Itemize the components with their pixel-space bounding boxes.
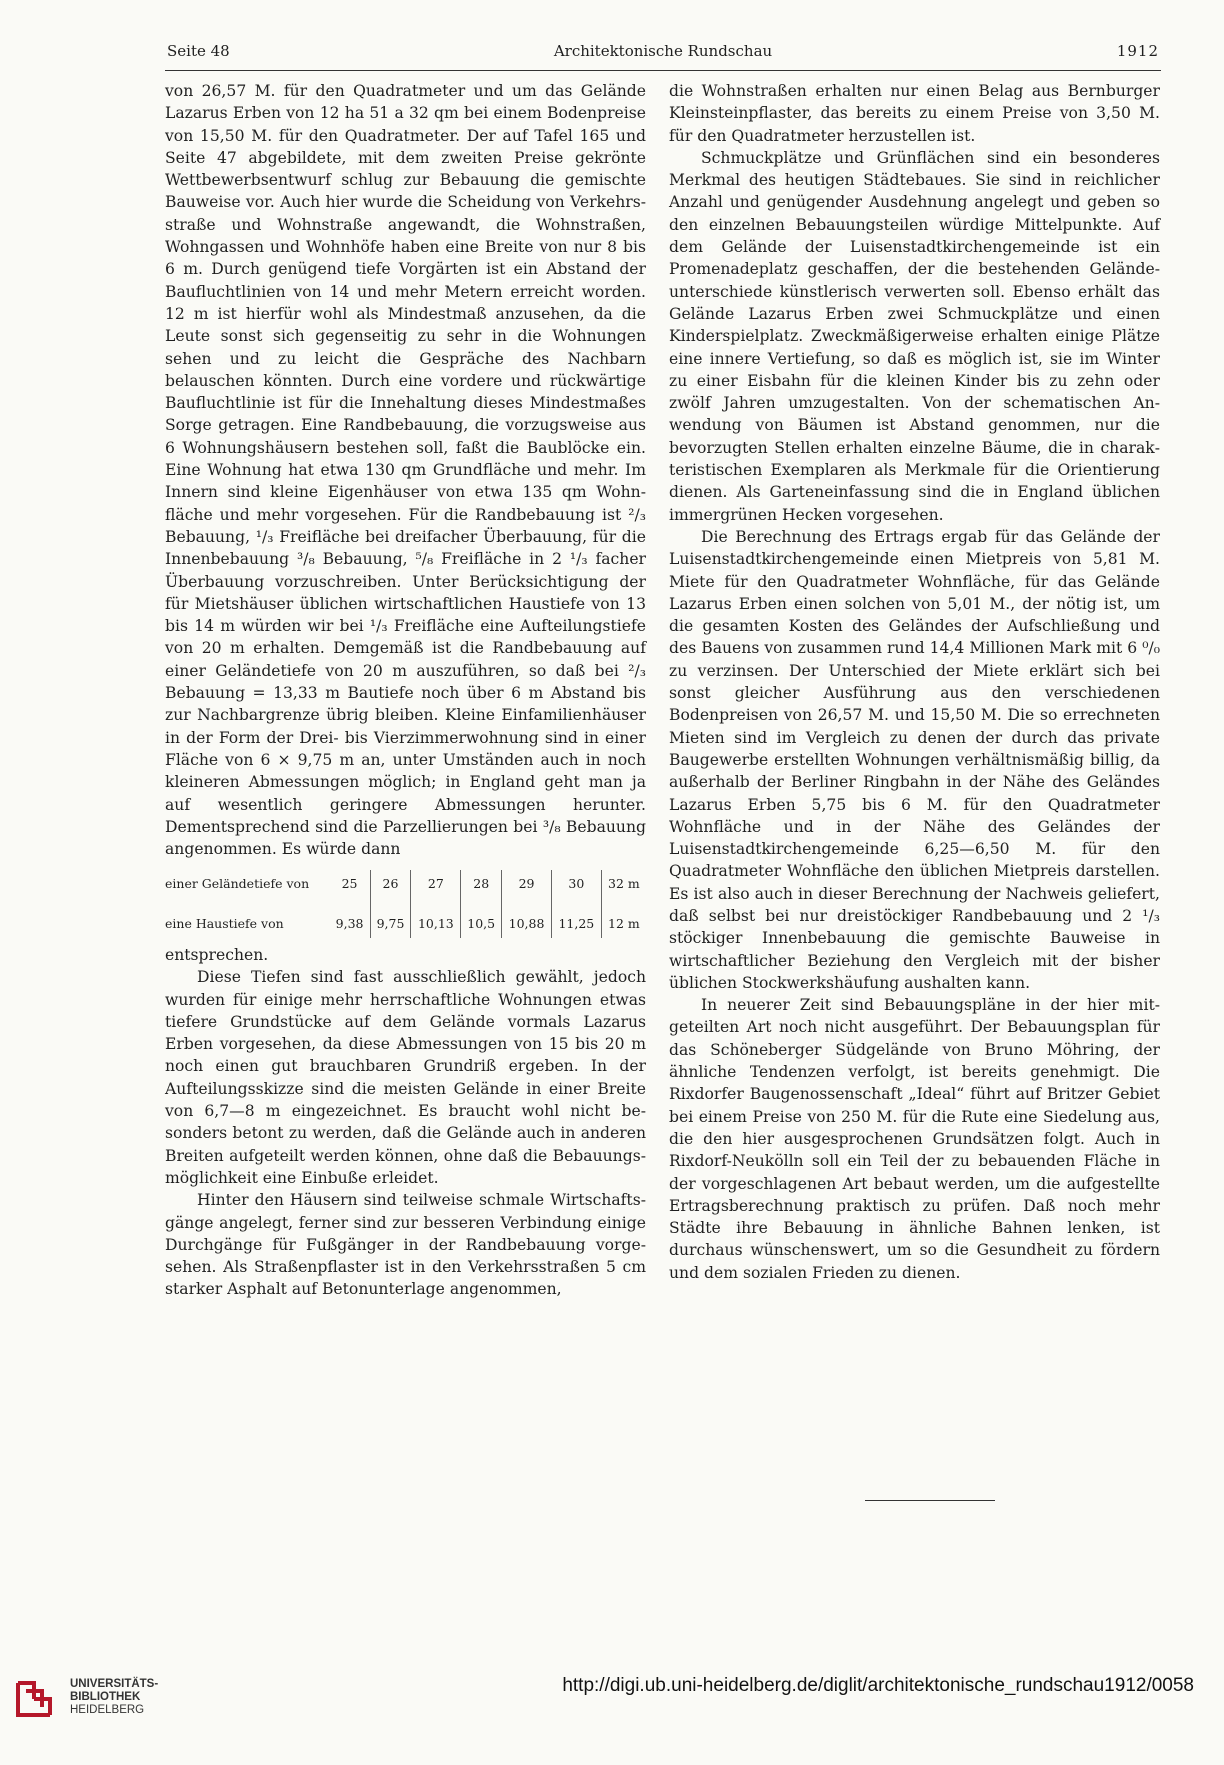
header-rule — [165, 70, 1161, 71]
library-name-line: UNIVERSITÄTS- — [70, 1678, 159, 1690]
table-cell: 12 m — [601, 899, 646, 938]
table-cell: 27 — [411, 870, 461, 898]
library-name-line: HEIDELBERG — [70, 1704, 145, 1716]
paragraph: Diese Tiefen sind fast ausschließlich gewählt, jedoch wurden für einige mehr herrschaftliche Wohnungen etwas tiefere Grundstücke auf dem Gelände vormals Lazarus Erben vorgesehen, da diese Abmessungen von 15 bis 20 m noch einen gut brauchbaren Grundriß ergeben. In der Aufteilungsskizze sind die meisten Gelände in einer Breite von 6,7—8 m eingezeichnet. Es braucht wohl nicht besonders betont zu werden, daß die Gelände auch in anderen Breiten aufgeteilt werden können, ohne daß die Bebauungsmöglichkeit eine Einbuße erleidet. — [165, 968, 646, 1187]
table-cell: 10,88 — [502, 899, 552, 938]
paragraph: In neuerer Zeit sind Bebauungspläne in der hier mitgeteilten Art noch nicht ausgeführt. Der Bebauungsplan für das Schöneberger Südgelände von Bruno Möhring, der ähnliche Tendenzen verfolgt, ist bereits genehmigt. Die Rixdorfer Baugenossenschaft „Ideal“ führt auf Britzer Gebiet bei einem Preise von 250 M. für die Rute eine Siedelung aus, die den hier ausgesprochenen Grundsätzen folgt. Auch in Rixdorf-Neukölln soll ein Teil der zu bebauenden Fläche in der vorgeschlagenen Art bebaut werden, um die aufgestellte Ertragsberechnung praktisch zu prüfen. Daß noch mehr Städte ihre Bebauung in ähnliche Bahnen lenken, ist durchaus wünschenswert, um so die Gesundheit zu fördern und dem sozialen Frieden zu dienen. — [669, 996, 1160, 1282]
paragraph: die Wohnstraßen erhalten nur einen Belag aus Bernburger Kleinsteinpflaster, das bereits zu einem Preise von 3,50 M. für den Quadratmeter herzustellen ist. — [669, 82, 1160, 145]
source-url-link[interactable]: http://digi.ub.uni-heidelberg.de/diglit/architektonische_rundschau1912/0058 — [562, 1675, 1194, 1696]
paragraph: Schmuckplätze und Grünflächen sind ein besonderes Merkmal des heutigen Städtebaues. Sie sind in reichlicher Anzahl und genügender Ausdehnung angelegt und geben so den einzelnen Bebauungsteilen würdige Mittelpunkte. Auf dem Gelände der Luisenstadtkirchengemeinde ist ein Promenadeplatz geschaffen, der die bestehenden Geländeunterschiede künstlerisch verwerten soll. Ebenso erhält das Gelände Lazarus Erben zwei Schmuckplätze und einen Kinderspielplatz. Zweckmäßigerweise erhalten einige Plätze eine innere Vertiefung, so daß es möglich ist, sie im Winter zu einer Eisbahn für die kleinen Kinder bis zu zehn oder zwölf Jahren umzugestalten. Von der schematischen Anwendung von Bäumen ist Abstand genommen, nur die bevorzugten Stellen erhalten einzelne Bäume, die in charakteristischen Exemplaren als Merkmale für die Orientierung dienen. Als Garteneinfassung sind die in England üblichen immergrünen Hecken vorgesehen. — [669, 148, 1160, 524]
paragraph: entsprechen. — [165, 945, 269, 964]
table-cell: 32 m — [601, 870, 646, 898]
table-cell: 26 — [370, 870, 411, 898]
table-cell: 11,25 — [551, 899, 601, 938]
table-row — [165, 899, 646, 938]
paragraph: Hinter den Häusern sind teilweise schmale Wirtschaftsgänge angelegt, ferner sind zur besseren Verbindung einige Durchgänge für Fußgänger in der Randbebauung vorgesehen. Als Straßenpflaster ist in den Verkehrsstraßen 5 cm starker Asphalt auf Betonunterlage angenommen, — [165, 1191, 646, 1299]
library-name — [70, 1678, 158, 1717]
table-cell: 30 — [551, 870, 601, 898]
paragraph: von 26,57 M. für den Quadratmeter und um das Gelände Lazarus Erben von 12 ha 51 a 32 qm bei einem Bodenpreise von 15,50 M. für den Quadratmeter. Der auf Tafel 165 und Seite 47 abgebildete, mit dem zweiten Preise gekrönte Wettbewerbsentwurf schlug zur Bebauung die gemischte Bauweise vor. Auch hier wurde die Scheidung von Verkehrsstraße und Wohnstraße angewandt, die Wohnstraßen, Wohngassen und Wohnhöfe haben eine Breite von nur 8 bis 6 m. Durch genügend tiefe Vorgärten ist ein Abstand der Baufluchtlinien von 14 und mehr Metern erreicht worden. 12 m ist hierfür wohl als Mindestmaß anzusehen, da die Leute sonst sich gegenseitig zu sehr in die Wohnungen sehen und zu leicht die Gespräche des Nachbarn belauschen könnten. Durch eine vordere und rückwärtige Baufluchtlinie ist für die Innehaltung dieses Mindestmaßes Sorge getragen. Eine Randbebauung, die vorzugsweise aus 6 Wohnungshäusern bestehen soll, faßt die Baublöcke ein. Eine Wohnung hat etwa 130 qm Grundfläche und mehr. Im Innern sind kleine Eigenhäuser von etwa 135 qm Wohnfläche und mehr vorgesehen. Für die Randbebauung ist ²/₃ Bebauung, ¹/₃ Freifläche bei dreifacher Überbauung, für die Innenbebauung ³/₈ Bebauung, ⁵/₈ Freifläche in 2 ¹/₃ facher Überbauung vorzuschreiben. Unter Berücksichtigung der für Mietshäuser üblichen wirtschaftlichen Haustiefe von 13 bis 14 m würden wir bei ¹/₃ Freifläche eine Aufteilungstiefe von 20 m erhalten. Demgemäß ist die Randbebauung auf einer Geländetiefe von 20 m auszuführen, so daß bei ²/₃ Bebauung = 13,33 m Bautiefe noch über 6 m Abstand bis zur Nachbargrenze übrig bleiben. Kleine Einfamilienhäuser in der Form der Drei- bis Vierzimmerwohnung sind in einer Fläche von 6 × 9,75 m an, unter Umständen auch in noch kleineren Abmessungen möglich; in England geht man ja auf wesentlich geringere Abmessungen herunter. Dementsprechend sind die Parzellierungen bei ³/₈ Bebauung angenommen. Es würde dann — [165, 82, 646, 859]
table-cell: 10,5 — [461, 899, 502, 938]
year: 1912 — [1116, 42, 1159, 60]
right-column — [669, 80, 1160, 1284]
table-cell: 29 — [502, 870, 552, 898]
table-row-label: eine Haustiefe von — [165, 915, 284, 931]
footer — [0, 1645, 1224, 1765]
depth-table — [165, 870, 646, 938]
paragraph: Die Berechnung des Ertrags ergab für das Gelände der Luisenstadtkirchengemeinde einen Mietpreis von 5,81 M. Miete für den Quadratmeter Wohnfläche, für das Gelände Lazarus Erben einen solchen von 5,01 M., der nötig ist, um die gesamten Kosten des Geländes der Aufschließung und des Bauens von zusammen rund 14,4 Millionen Mark mit 6 ⁰/₀ zu verzinsen. Der Unterschied der Miete erklärt sich bei sonst gleicher Ausführung aus den verschiedenen Bodenpreisen von 26,57 M. und 15,50 M. Die so errechneten Mieten sind im Vergleich zu denen der durch das private Baugewerbe erstellten Wohnungen verhältnismäßig billig, da außerhalb der Berliner Ringbahn in der Nähe des Geländes Lazarus Erben 5,75 bis 6 M. für den Quadratmeter Wohnfläche und in der Nähe des Geländes der Luisenstadtkirchengemeinde 6,25—6,50 M. für den Quadratmeter Wohnfläche den üblichen Mietpreis darstellen. Es ist also auch in dieser Berechnung der Nachweis geliefert, daß selbst bei nur dreistöckiger Randbebauung und 2 ¹/₃ stöckiger Innenbebauung die gemischte Bauweise in wirtschaftlicher Beziehung den Vergleich mit der bisher üblichen Stockwerkshäufung aushalten kann. — [669, 527, 1160, 992]
table-row — [165, 870, 646, 898]
journal-title: Architektonische Rundschau — [553, 42, 773, 60]
end-rule — [865, 1500, 995, 1501]
library-name-line: BIBLIOTHEK — [70, 1691, 141, 1703]
table-cell: 28 — [461, 870, 502, 898]
left-column — [165, 80, 646, 1301]
table-cell: 9,75 — [370, 899, 411, 938]
table-row-label: einer Geländetiefe von — [165, 876, 310, 892]
table-cell: 25 — [341, 876, 358, 892]
table-cell: 9,38 — [335, 915, 364, 931]
page-number: Seite 48 — [167, 42, 230, 60]
running-header — [167, 40, 1159, 64]
table-cell: 10,13 — [411, 899, 461, 938]
university-library-logo-icon — [14, 1675, 58, 1721]
